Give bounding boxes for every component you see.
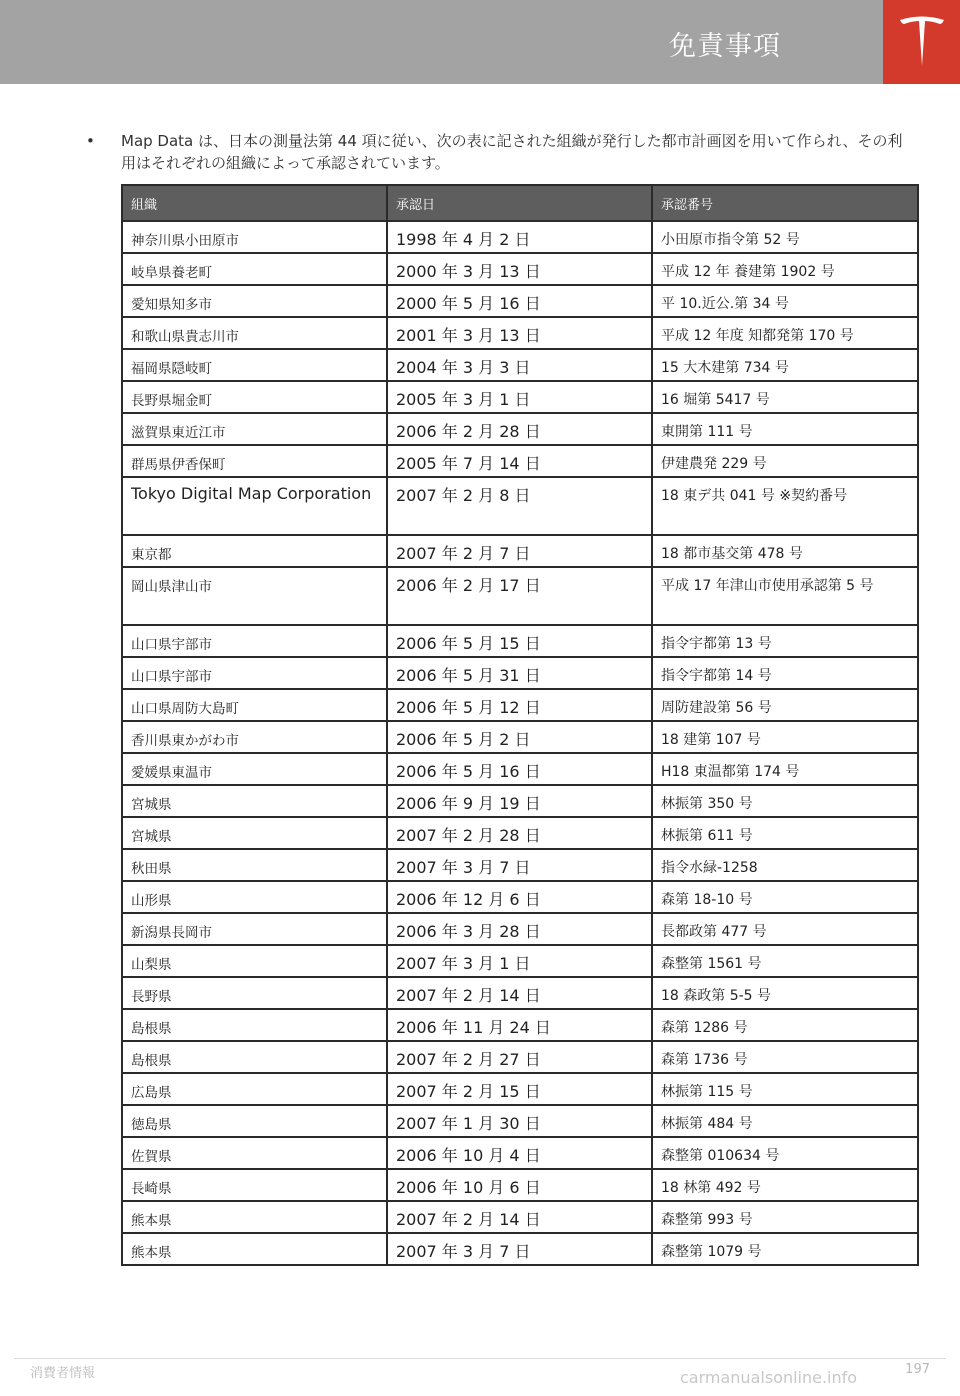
cell-approval-number: 18 林第 492 号 <box>652 1169 918 1201</box>
table-row <box>122 1009 918 1041</box>
cell-approval-number: 長都政第 477 号 <box>652 913 918 945</box>
table-row <box>122 625 918 657</box>
cell-approval-number: 森第 1286 号 <box>652 1009 918 1041</box>
table-row <box>122 477 918 535</box>
cell-approval-date: 2006 年 12 月 6 日 <box>387 881 652 913</box>
cell-organization: 秋田県 <box>122 849 387 881</box>
table-row <box>122 1233 918 1265</box>
table-row <box>122 567 918 625</box>
cell-approval-date: 2005 年 7 月 14 日 <box>387 445 652 477</box>
cell-approval-number: 森第 18-10 号 <box>652 881 918 913</box>
cell-approval-date: 2004 年 3 月 3 日 <box>387 349 652 381</box>
cell-approval-date: 2006 年 2 月 28 日 <box>387 413 652 445</box>
table-row <box>122 221 918 253</box>
cell-approval-date: 2007 年 2 月 28 日 <box>387 817 652 849</box>
table-row <box>122 817 918 849</box>
cell-organization: 愛媛県東温市 <box>122 753 387 785</box>
cell-approval-number: 16 堀第 5417 号 <box>652 381 918 413</box>
cell-approval-number: 森整第 010634 号 <box>652 1137 918 1169</box>
cell-approval-date: 2007 年 2 月 14 日 <box>387 977 652 1009</box>
table-row <box>122 753 918 785</box>
cell-approval-date: 2006 年 11 月 24 日 <box>387 1009 652 1041</box>
table-row <box>122 881 918 913</box>
cell-organization: 山梨県 <box>122 945 387 977</box>
table-row <box>122 657 918 689</box>
cell-approval-number: 平成 12 年度 知都発第 170 号 <box>652 317 918 349</box>
cell-organization: 愛知県知多市 <box>122 285 387 317</box>
cell-approval-date: 2001 年 3 月 13 日 <box>387 317 652 349</box>
cell-approval-date: 2006 年 5 月 15 日 <box>387 625 652 657</box>
cell-organization: 長崎県 <box>122 1169 387 1201</box>
footer-section-label: 消費者情報 <box>30 1366 96 1381</box>
cell-approval-number: 指令宇都第 13 号 <box>652 625 918 657</box>
table-row <box>122 721 918 753</box>
column-header-approval-number: 承認番号 <box>652 185 918 221</box>
cell-approval-number: 周防建設第 56 号 <box>652 689 918 721</box>
page-header <box>0 0 883 84</box>
table-row <box>122 349 918 381</box>
cell-organization: 香川県東かがわ市 <box>122 721 387 753</box>
cell-approval-number: 18 都市基交第 478 号 <box>652 535 918 567</box>
cell-approval-date: 2006 年 5 月 16 日 <box>387 753 652 785</box>
cell-approval-number: 指令水緑-1258 <box>652 849 918 881</box>
cell-approval-number: H18 東温都第 174 号 <box>652 753 918 785</box>
cell-approval-date: 2007 年 3 月 7 日 <box>387 1233 652 1265</box>
table-row <box>122 535 918 567</box>
cell-organization: 和歌山県貴志川市 <box>122 317 387 349</box>
approval-table <box>121 184 919 1266</box>
tesla-logo-icon <box>897 14 947 70</box>
cell-organization: 福岡県隠岐町 <box>122 349 387 381</box>
cell-organization: 東京都 <box>122 535 387 567</box>
footer-divider <box>14 1358 946 1359</box>
cell-approval-date: 2007 年 2 月 7 日 <box>387 535 652 567</box>
cell-approval-date: 2005 年 3 月 1 日 <box>387 381 652 413</box>
table-row <box>122 1073 918 1105</box>
cell-approval-date: 2006 年 5 月 2 日 <box>387 721 652 753</box>
cell-organization: 岡山県津山市 <box>122 567 387 625</box>
cell-approval-number: 小田原市指令第 52 号 <box>652 221 918 253</box>
cell-organization: 島根県 <box>122 1009 387 1041</box>
cell-approval-number: 指令宇都第 14 号 <box>652 657 918 689</box>
watermark: carmanualsonline.info <box>680 1368 858 1387</box>
cell-approval-date: 1998 年 4 月 2 日 <box>387 221 652 253</box>
table-row <box>122 945 918 977</box>
cell-organization: 山口県宇部市 <box>122 657 387 689</box>
cell-approval-number: 18 東デ共 041 号 ※契約番号 <box>652 477 918 535</box>
cell-organization: 宮城県 <box>122 817 387 849</box>
cell-approval-date: 2006 年 2 月 17 日 <box>387 567 652 625</box>
cell-approval-date: 2007 年 2 月 8 日 <box>387 477 652 535</box>
cell-approval-number: 15 大木建第 734 号 <box>652 349 918 381</box>
table-row <box>122 253 918 285</box>
table-row <box>122 285 918 317</box>
cell-approval-number: 森整第 993 号 <box>652 1201 918 1233</box>
cell-approval-date: 2000 年 5 月 16 日 <box>387 285 652 317</box>
cell-organization: 山形県 <box>122 881 387 913</box>
table-row <box>122 913 918 945</box>
table-row <box>122 1105 918 1137</box>
table-row <box>122 413 918 445</box>
intro-text: Map Data は、日本の測量法第 44 項に従い、次の表に記された組織が発行した都市計画図を用いて作られ、その利用はそれぞれの組織によって承認されています。 <box>121 132 903 172</box>
column-header-approval-date: 承認日 <box>387 185 652 221</box>
cell-organization: 岐阜県養老町 <box>122 253 387 285</box>
cell-approval-number: 18 建第 107 号 <box>652 721 918 753</box>
column-header-organization: 組織 <box>122 185 387 221</box>
cell-organization: 熊本県 <box>122 1201 387 1233</box>
cell-approval-number: 18 森政第 5-5 号 <box>652 977 918 1009</box>
cell-organization: 広島県 <box>122 1073 387 1105</box>
cell-organization: 山口県周防大島町 <box>122 689 387 721</box>
cell-organization: 島根県 <box>122 1041 387 1073</box>
cell-approval-number: 森第 1736 号 <box>652 1041 918 1073</box>
table-row <box>122 1137 918 1169</box>
table-row <box>122 689 918 721</box>
cell-approval-date: 2007 年 2 月 15 日 <box>387 1073 652 1105</box>
table-row <box>122 1201 918 1233</box>
cell-approval-number: 森整第 1079 号 <box>652 1233 918 1265</box>
cell-approval-date: 2007 年 2 月 27 日 <box>387 1041 652 1073</box>
table-row <box>122 1041 918 1073</box>
table-row <box>122 849 918 881</box>
table-header-row <box>122 185 918 221</box>
table-row <box>122 317 918 349</box>
table-row <box>122 445 918 477</box>
cell-organization: 山口県宇部市 <box>122 625 387 657</box>
cell-organization: 滋賀県東近江市 <box>122 413 387 445</box>
cell-approval-number: 平成 12 年 養建第 1902 号 <box>652 253 918 285</box>
cell-approval-date: 2006 年 3 月 28 日 <box>387 913 652 945</box>
cell-approval-date: 2007 年 3 月 1 日 <box>387 945 652 977</box>
bullet-marker: • <box>86 132 95 150</box>
cell-approval-date: 2006 年 10 月 6 日 <box>387 1169 652 1201</box>
cell-approval-number: 林振第 484 号 <box>652 1105 918 1137</box>
brand-logo <box>883 0 960 84</box>
cell-approval-number: 伊建農発 229 号 <box>652 445 918 477</box>
table-row <box>122 977 918 1009</box>
cell-approval-number: 平成 17 年津山市使用承認第 5 号 <box>652 567 918 625</box>
cell-approval-date: 2007 年 3 月 7 日 <box>387 849 652 881</box>
cell-approval-date: 2000 年 3 月 13 日 <box>387 253 652 285</box>
cell-approval-date: 2006 年 10 月 4 日 <box>387 1137 652 1169</box>
table-row <box>122 1169 918 1201</box>
table-row <box>122 381 918 413</box>
cell-organization: 長野県 <box>122 977 387 1009</box>
cell-approval-number: 東開第 111 号 <box>652 413 918 445</box>
cell-approval-date: 2006 年 9 月 19 日 <box>387 785 652 817</box>
cell-approval-number: 平 10.近公.第 34 号 <box>652 285 918 317</box>
cell-organization: Tokyo Digital Map Corporation <box>122 477 387 535</box>
cell-organization: 神奈川県小田原市 <box>122 221 387 253</box>
cell-organization: 徳島県 <box>122 1105 387 1137</box>
cell-approval-date: 2007 年 1 月 30 日 <box>387 1105 652 1137</box>
cell-approval-date: 2007 年 2 月 14 日 <box>387 1201 652 1233</box>
cell-organization: 群馬県伊香保町 <box>122 445 387 477</box>
cell-organization: 長野県堀金町 <box>122 381 387 413</box>
cell-organization: 新潟県長岡市 <box>122 913 387 945</box>
table-row <box>122 785 918 817</box>
cell-approval-date: 2006 年 5 月 31 日 <box>387 657 652 689</box>
page-title: 免責事項 <box>669 31 781 62</box>
cell-approval-number: 林振第 115 号 <box>652 1073 918 1105</box>
cell-approval-number: 林振第 350 号 <box>652 785 918 817</box>
cell-organization: 佐賀県 <box>122 1137 387 1169</box>
cell-approval-number: 林振第 611 号 <box>652 817 918 849</box>
page-number: 197 <box>905 1362 930 1377</box>
cell-organization: 熊本県 <box>122 1233 387 1265</box>
cell-approval-date: 2006 年 5 月 12 日 <box>387 689 652 721</box>
cell-approval-number: 森整第 1561 号 <box>652 945 918 977</box>
cell-organization: 宮城県 <box>122 785 387 817</box>
